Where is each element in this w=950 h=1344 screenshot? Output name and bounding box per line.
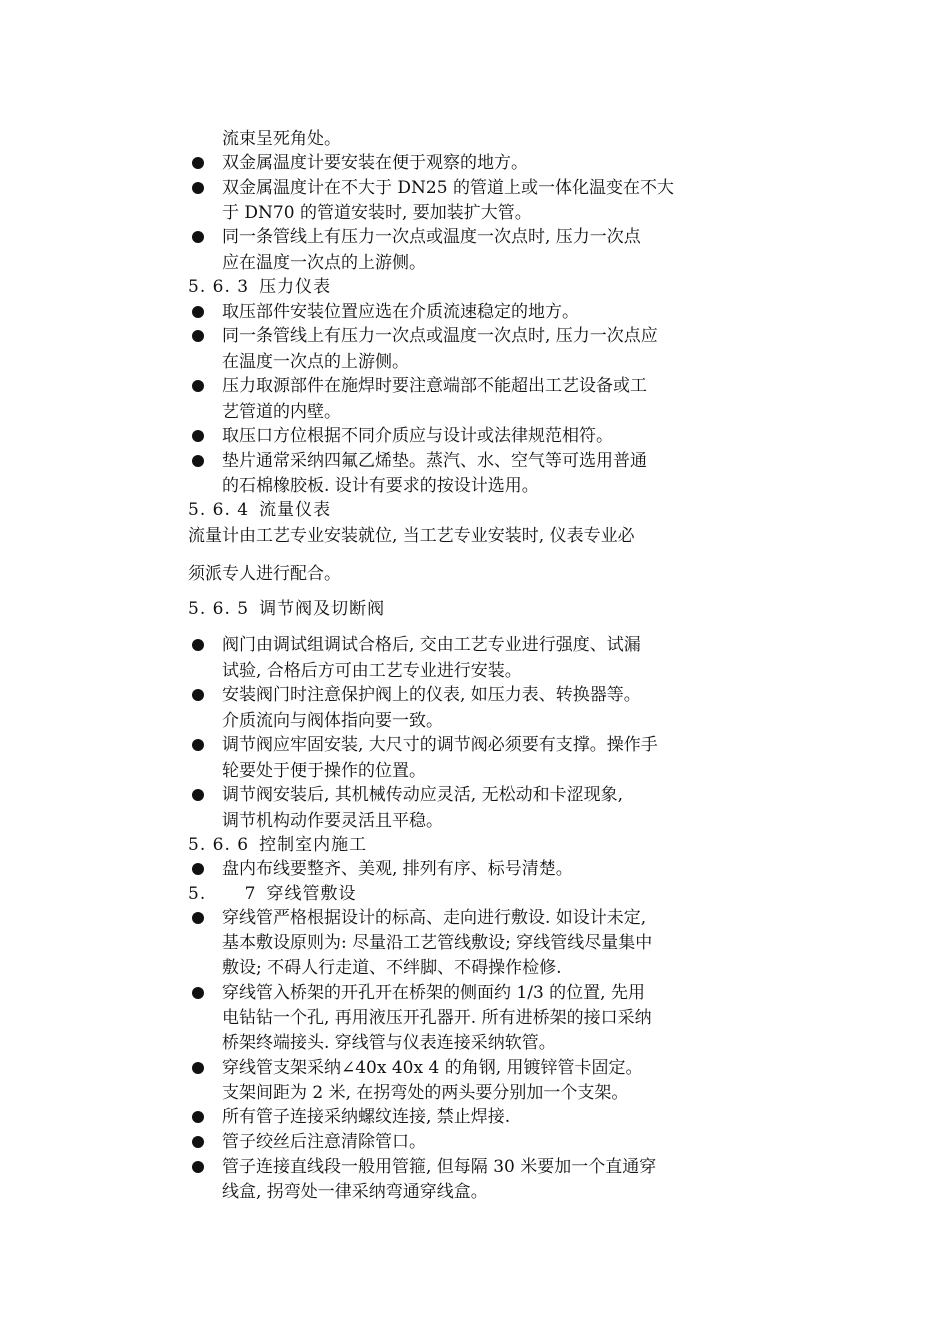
bullet-text-line: 垫片通常采纳四氟乙烯垫。蒸汽、水、空气等可选用普通 [222, 451, 647, 471]
bullet-text-line: 介质流向与阀体指向要一致。 [222, 711, 443, 731]
bullet-text-line: 应在温度一次点的上游侧。 [222, 253, 426, 273]
bullet-icon [192, 863, 204, 875]
bullet-icon [192, 1111, 204, 1123]
bullet-text-line: 取压部件安装位置应选在介质流速稳定的地方。 [222, 302, 579, 322]
section-number: 5. 6. 4 [188, 500, 250, 520]
section-number: 5. 6. 6 [188, 835, 250, 855]
bullet-icon [192, 1062, 204, 1074]
section-title: 穿线管敷设 [266, 884, 357, 904]
bullet-text-line: 穿线管入桥架的开孔开在桥架的侧面约 1/3 的位置, 先用 [222, 983, 645, 1003]
bullet-icon [192, 306, 204, 318]
bullet-icon [192, 639, 204, 651]
section-title: 调节阀及切断阀 [259, 599, 386, 619]
section-number: 5. 7 [188, 884, 257, 904]
bullet-icon [192, 987, 204, 999]
bullet-text-line: 管子绞丝后注意清除管口。 [222, 1132, 426, 1152]
bullet-text-line: 调节机构动作要灵活且平稳。 [222, 811, 443, 831]
section-number: 5. 6. 5 [188, 599, 250, 619]
section-title: 控制室内施工 [259, 835, 368, 855]
section-heading [188, 275, 331, 299]
section-title: 流量仪表 [259, 500, 332, 520]
bullet-text-line: 穿线管支架采纳∠40x 40x 4 的角钢, 用镀锌管卡固定。 [222, 1058, 643, 1078]
bullet-text-line: 艺管道的内壁。 [222, 402, 341, 422]
bullet-icon [192, 455, 204, 467]
bullet-text-line: 阀门由调试组调试合格后, 交由工艺专业进行强度、试漏 [222, 635, 641, 655]
bullet-icon [192, 182, 204, 194]
bullet-text-line: 调节阀安装后, 其机械传动应灵活, 无松动和卡涩现象, [222, 785, 624, 805]
section-number: 5. 6. 3 [188, 277, 250, 297]
bullet-text-line: 桥架终端接头. 穿线管与仪表连接采纳软管。 [222, 1033, 556, 1053]
section-heading [188, 498, 331, 522]
bullet-icon [192, 1136, 204, 1148]
bullet-icon [192, 430, 204, 442]
continuation-line: 流束呈死角处。 [222, 129, 341, 149]
bullet-icon [192, 330, 204, 342]
bullet-text-line: 双金属温度计在不大于 DN25 的管道上或一体化温变在不大 [222, 178, 674, 198]
bullet-text-line: 基本敷设原则为: 尽量沿工艺管线敷设; 穿线管线尽量集中 [222, 933, 653, 953]
bullet-icon [192, 231, 204, 243]
bullet-text-line: 双金属温度计要安装在便于观察的地方。 [222, 153, 528, 173]
section-heading [188, 597, 385, 621]
paragraph-line: 须派专人进行配合。 [188, 564, 341, 584]
bullet-icon [192, 912, 204, 924]
bullet-icon [192, 689, 204, 701]
bullet-text-line: 在温度一次点的上游侧。 [222, 352, 409, 372]
section-heading [188, 882, 356, 906]
bullet-icon [192, 380, 204, 392]
bullet-icon [192, 739, 204, 751]
bullet-text-line: 轮要处于便于操作的位置。 [222, 761, 426, 781]
bullet-icon [192, 1161, 204, 1173]
bullet-text-line: 敷设; 不碍人行走道、不绊脚、不碍操作检修. [222, 958, 562, 978]
section-title: 压力仪表 [259, 277, 332, 297]
bullet-text-line: 支架间距为 2 米, 在拐弯处的两头要分别加一个支架。 [222, 1083, 629, 1103]
bullet-text-line: 安装阀门时注意保护阀上的仪表, 如压力表、转换器等。 [222, 685, 641, 705]
bullet-text-line: 穿线管严格根据设计的标高、走向进行敷设. 如设计未定, [222, 908, 647, 928]
bullet-text-line: 压力取源部件在施焊时要注意端部不能超出工艺设备或工 [222, 376, 647, 396]
bullet-text-line: 调节阀应牢固安装, 大尺寸的调节阀必须要有支撑。操作手 [222, 735, 658, 755]
bullet-text-line: 所有管子连接采纳螺纹连接, 禁止焊接. [222, 1107, 511, 1127]
bullet-text-line: 取压口方位根据不同介质应与设计或法律规范相符。 [222, 426, 613, 446]
bullet-icon [192, 157, 204, 169]
bullet-text-line: 于 DN70 的管道安装时, 要加装扩大管。 [222, 203, 532, 223]
bullet-text-line: 管子连接直线段一般用管箍, 但每隔 30 米要加一个直通穿 [222, 1157, 657, 1177]
bullet-text-line: 电钻钻一个孔, 再用液压开孔器开. 所有进桥架的接口采纳 [222, 1008, 652, 1028]
paragraph-line: 流量计由工艺专业安装就位, 当工艺专业安装时, 仪表专业必 [188, 526, 635, 546]
section-heading [188, 833, 367, 857]
bullet-text-line: 同一条管线上有压力一次点或温度一次点时, 压力一次点应 [222, 326, 658, 346]
bullet-text-line: 的石棉橡胶板. 设计有要求的按设计选用。 [222, 476, 539, 496]
bullet-text-line: 同一条管线上有压力一次点或温度一次点时, 压力一次点 [222, 227, 641, 247]
bullet-text-line: 线盒, 拐弯处一律采纳弯通穿线盒。 [222, 1182, 488, 1202]
bullet-text-line: 盘内布线要整齐、美观, 排列有序、标号清楚。 [222, 859, 573, 879]
bullet-text-line: 试验, 合格后方可由工艺专业进行安装。 [222, 661, 522, 681]
bullet-icon [192, 789, 204, 801]
